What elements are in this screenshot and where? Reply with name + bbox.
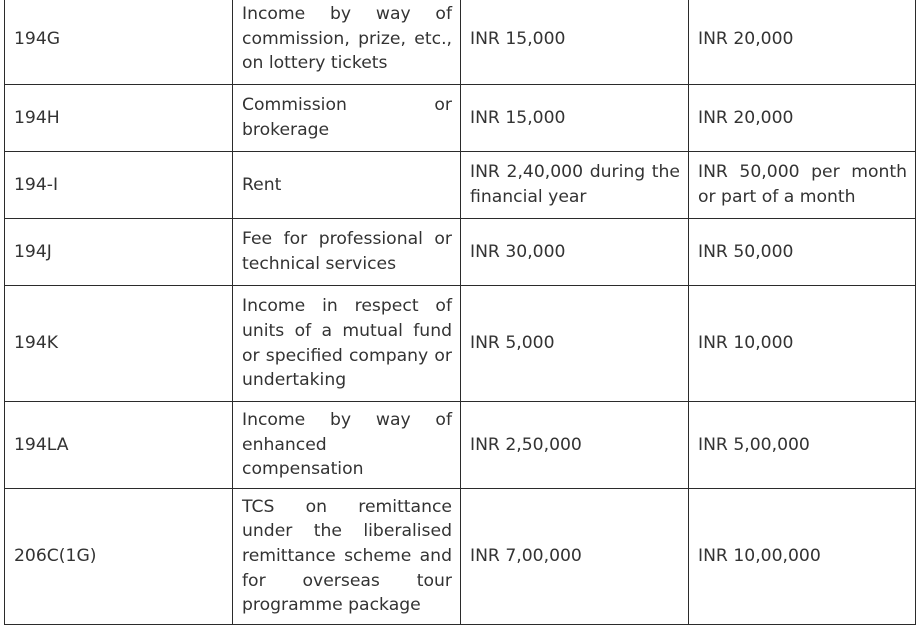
old-threshold-cell: INR 5,000 <box>461 286 689 402</box>
old-threshold-cell: INR 15,000 <box>461 0 689 85</box>
table-row <box>5 488 916 624</box>
old-threshold-cell: INR 15,000 <box>461 85 689 152</box>
new-threshold-cell: INR 5,00,000 <box>689 402 916 489</box>
section-cell: 194LA <box>5 402 233 489</box>
tds-threshold-table <box>4 0 916 625</box>
new-threshold-cell: INR 50,000 per month or part of a month <box>689 152 916 219</box>
section-cell: 194-I <box>5 152 233 219</box>
section-cell: 194G <box>5 0 233 85</box>
new-threshold-cell: INR 10,00,000 <box>689 488 916 624</box>
table-row <box>5 402 916 489</box>
new-threshold-cell: INR 20,000 <box>689 85 916 152</box>
new-threshold-cell: INR 50,000 <box>689 219 916 286</box>
old-threshold-cell: INR 2,50,000 <box>461 402 689 489</box>
new-threshold-cell: INR 10,000 <box>689 286 916 402</box>
section-cell: 194H <box>5 85 233 152</box>
nature-cell: Income by way of enhanced compensation <box>233 402 461 489</box>
table-row <box>5 152 916 219</box>
nature-cell: Commission or brokerage <box>233 85 461 152</box>
section-cell: 194J <box>5 219 233 286</box>
section-cell: 206C(1G) <box>5 488 233 624</box>
nature-cell: Fee for professional or technical services <box>233 219 461 286</box>
table-row <box>5 85 916 152</box>
nature-cell: Income in respect of units of a mutual fund or specified company or undertaking <box>233 286 461 402</box>
nature-cell: Rent <box>233 152 461 219</box>
nature-cell: Income by way of commission, prize, etc., on lottery tickets <box>233 0 461 85</box>
section-cell: 194K <box>5 286 233 402</box>
old-threshold-cell: INR 7,00,000 <box>461 488 689 624</box>
old-threshold-cell: INR 2,40,000 during the financial year <box>461 152 689 219</box>
table-row <box>5 0 916 85</box>
nature-cell: TCS on remittance under the liberalised remittance scheme and for overseas tour programme package <box>233 488 461 624</box>
table-row <box>5 219 916 286</box>
old-threshold-cell: INR 30,000 <box>461 219 689 286</box>
table-row <box>5 286 916 402</box>
new-threshold-cell: INR 20,000 <box>689 0 916 85</box>
